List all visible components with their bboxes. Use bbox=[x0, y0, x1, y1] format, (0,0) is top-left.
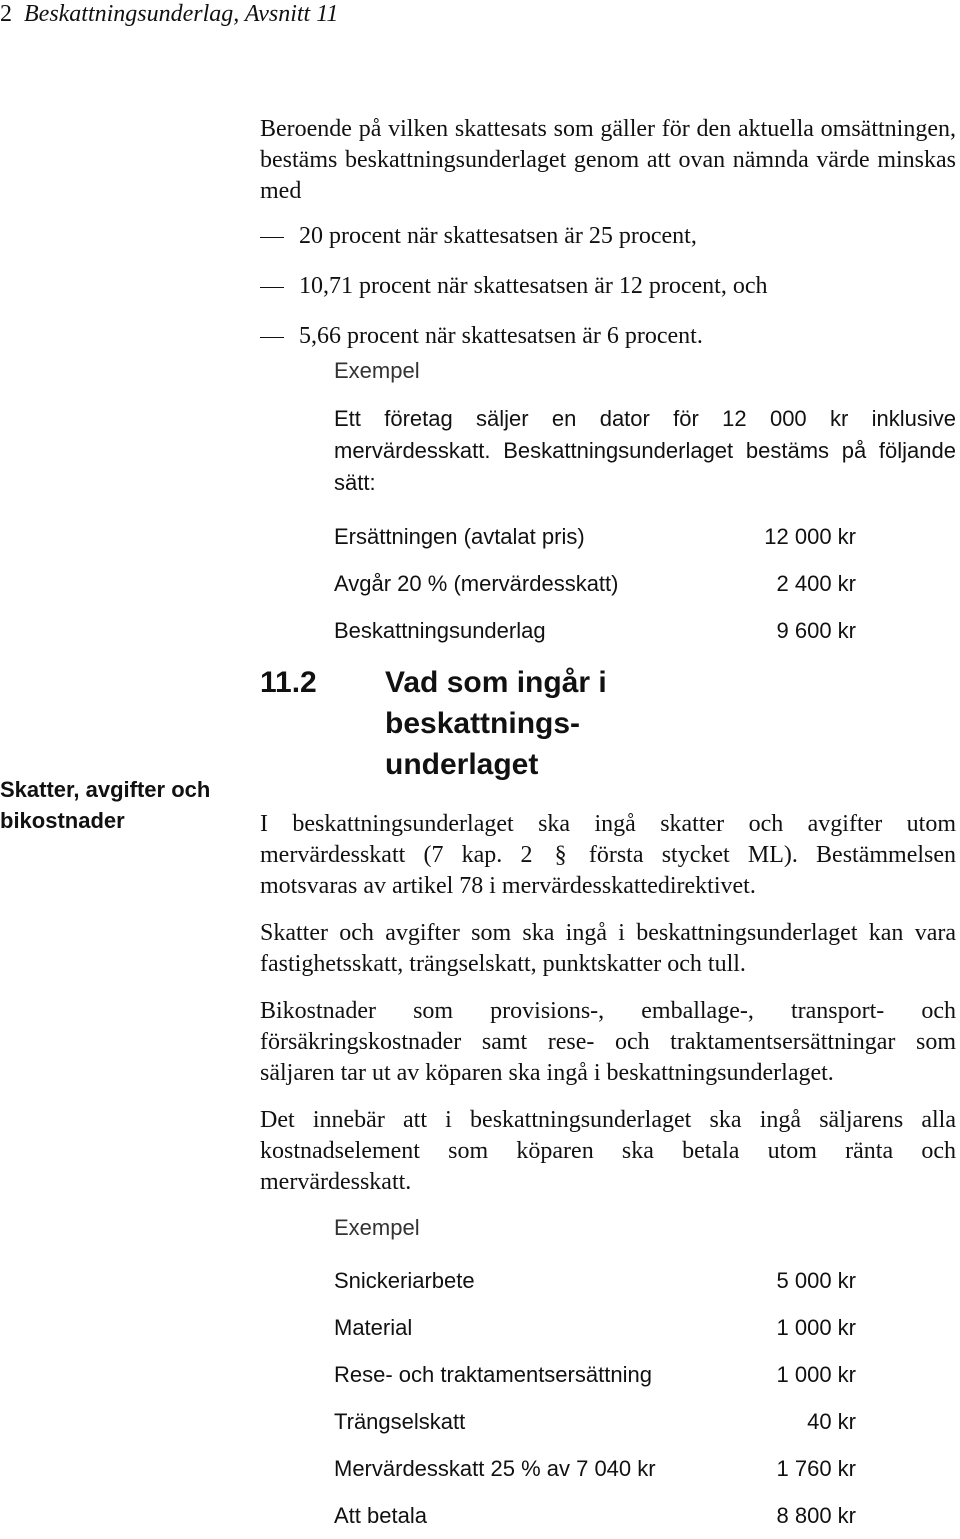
list-item: 10,71 procent när skattesatsen är 12 procent, och bbox=[260, 271, 956, 302]
list-item: 5,66 procent när skattesatsen är 6 procent. bbox=[260, 321, 956, 352]
paragraph: Skatter och avgifter som ska ingå i beskattningsunderlaget kan vara fastighetsskatt, trängselskatt, punktskatter och tull. bbox=[260, 920, 956, 977]
dash-icon bbox=[260, 287, 284, 288]
table-row: Mervärdesskatt 25 % av 7 040 kr 1 760 kr bbox=[334, 1456, 856, 1481]
table-row: Rese- och traktamentsersättning 1 000 kr bbox=[334, 1362, 856, 1387]
paragraph: Det innebär att i beskattningsunderlaget ska ingå säljarens alla kostnadselement som köparen ska betala utom ränta och mervärdesskatt. bbox=[260, 1107, 956, 1195]
example-label: Exempel bbox=[334, 1215, 420, 1240]
page-number: 2 bbox=[0, 1, 12, 27]
margin-note: Skatter, avgifter och bikostnader bbox=[0, 777, 211, 833]
section-number: 11.2 bbox=[260, 666, 317, 699]
section-sign: § bbox=[554, 842, 567, 868]
table-row: Snickeriarbete 5 000 kr bbox=[334, 1268, 856, 1293]
dash-icon bbox=[260, 337, 284, 338]
table-row: Att betala 8 800 kr bbox=[334, 1503, 856, 1528]
header-title: Beskattningsunderlag, Avsnitt 11 bbox=[24, 1, 339, 27]
table-row: Beskattningsunderlag 9 600 kr bbox=[334, 618, 856, 643]
section-title: Vad som ingår i beskattnings-underlaget bbox=[385, 666, 607, 781]
example-text: Ett företag säljer en dator för 12 000 kr inklusive mervärdesskatt. Beskattningsunderlaget bestäms på följande sätt: bbox=[334, 406, 956, 495]
intro-paragraph: Beroende på vilken skattesats som gäller för den aktuella omsättningen, bestäms beskattningsunderlaget genom att ovan nämnda värde minskas med bbox=[260, 116, 956, 204]
calculation-table bbox=[334, 513, 856, 654]
section-heading bbox=[260, 662, 956, 785]
table-row: Avgår 20 % (mervärdesskatt) 2 400 kr bbox=[334, 571, 856, 596]
list-item: 20 procent när skattesatsen är 25 procent, bbox=[260, 221, 956, 252]
example-label: Exempel bbox=[334, 358, 420, 383]
table-row: Ersättningen (avtalat pris) 12 000 kr bbox=[334, 524, 856, 549]
main-content bbox=[260, 114, 956, 1539]
paragraph: Bikostnader som provisions-, emballage-, transport- och försäkringskostnader samt rese- och traktamentsersättningar som säljaren tar ut av köparen ska ingå i beskattningsunderlaget. bbox=[260, 998, 956, 1086]
dash-icon bbox=[260, 237, 284, 238]
paragraph: I beskattningsunderlaget ska ingå skatter och avgifter utom mervärdesskatt (7 kap. 2 § första stycket ML). Bestämmelsen motsvaras av artikel 78 i mervärdesskattedirektivet. bbox=[260, 811, 957, 899]
table-row: Trängselskatt 40 kr bbox=[334, 1409, 856, 1434]
table-row: Material 1 000 kr bbox=[334, 1315, 856, 1340]
running-header bbox=[0, 0, 338, 28]
rate-list bbox=[260, 221, 956, 352]
calculation-table bbox=[334, 1257, 856, 1539]
